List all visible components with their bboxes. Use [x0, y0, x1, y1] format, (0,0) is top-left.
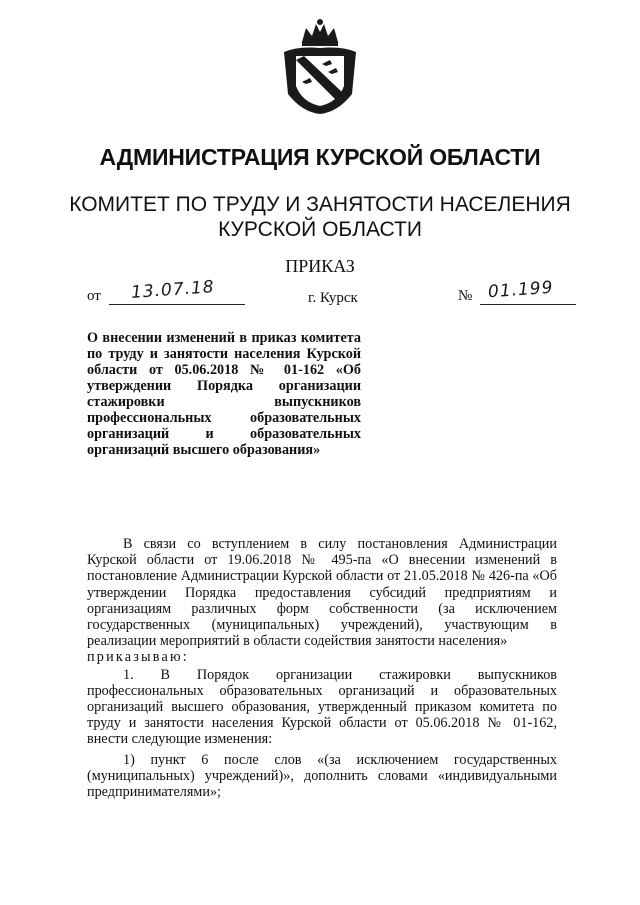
- order-number: [458, 277, 576, 305]
- date-handwritten: 13.07.18: [130, 277, 215, 303]
- date-underline: [109, 277, 245, 305]
- order-command-text: приказываю:: [87, 649, 189, 666]
- body-paragraph-1-text: В связи со вступлением в силу постановления Администрации Курской области от 19.06.2018 № 495-па «О внесении изменений в постановление Администрации Курской области от 21.05.2018 № 426-па «Об утверждении Порядка предоставления субсидий предприятиям и организациям различных форм собственности (за исключением государственных (муниципальных) учреждений), участвующим в реализации мероприятий в области содействия занятости населения»: [87, 536, 557, 650]
- number-underline: [480, 277, 576, 305]
- order-command: [87, 649, 557, 665]
- committee-title: [0, 192, 640, 242]
- administration-title: АДМИНИСТРАЦИЯ КУРСКОЙ ОБЛАСТИ: [99, 144, 541, 170]
- order-subject: О внесении изменений в приказ комитета по труду и занятости населения Курской области от 05.06.2018 № 01-162 «Об утверждении Порядка организации стажировки выпускников профессиональных образовательных организаций и образовательных организаций высшего образования»: [87, 330, 361, 458]
- order-date: [87, 277, 245, 305]
- body-paragraph-1: [87, 536, 557, 649]
- body-paragraph-3: 1) пункт 6 после слов «(за исключением государственных (муниципальных) учреждений)», дополнить словами «индивидуальными предпринимателями»;: [87, 751, 557, 801]
- body-paragraph-2: 1. В Порядок организации стажировки выпускников профессиональных образовательных организаций и образовательных организаций высшего образования, утвержденный приказом комитета по труду и занятости населения Курской области от 05.06.2018 № 01-162, внести следующие изменения:: [87, 666, 557, 748]
- order-title: ПРИКАЗ: [285, 256, 355, 276]
- number-prefix: №: [458, 288, 473, 304]
- order-city: г. Курск: [308, 290, 358, 306]
- committee-title-line2: КУРСКОЙ ОБЛАСТИ: [218, 218, 422, 241]
- coat-of-arms-icon: [278, 16, 362, 116]
- committee-title-line1: КОМИТЕТ ПО ТРУДУ И ЗАНЯТОСТИ НАСЕЛЕНИЯ: [69, 193, 571, 216]
- order-body: [87, 536, 557, 800]
- number-handwritten: 01.199: [487, 277, 555, 303]
- date-prefix: от: [87, 288, 101, 304]
